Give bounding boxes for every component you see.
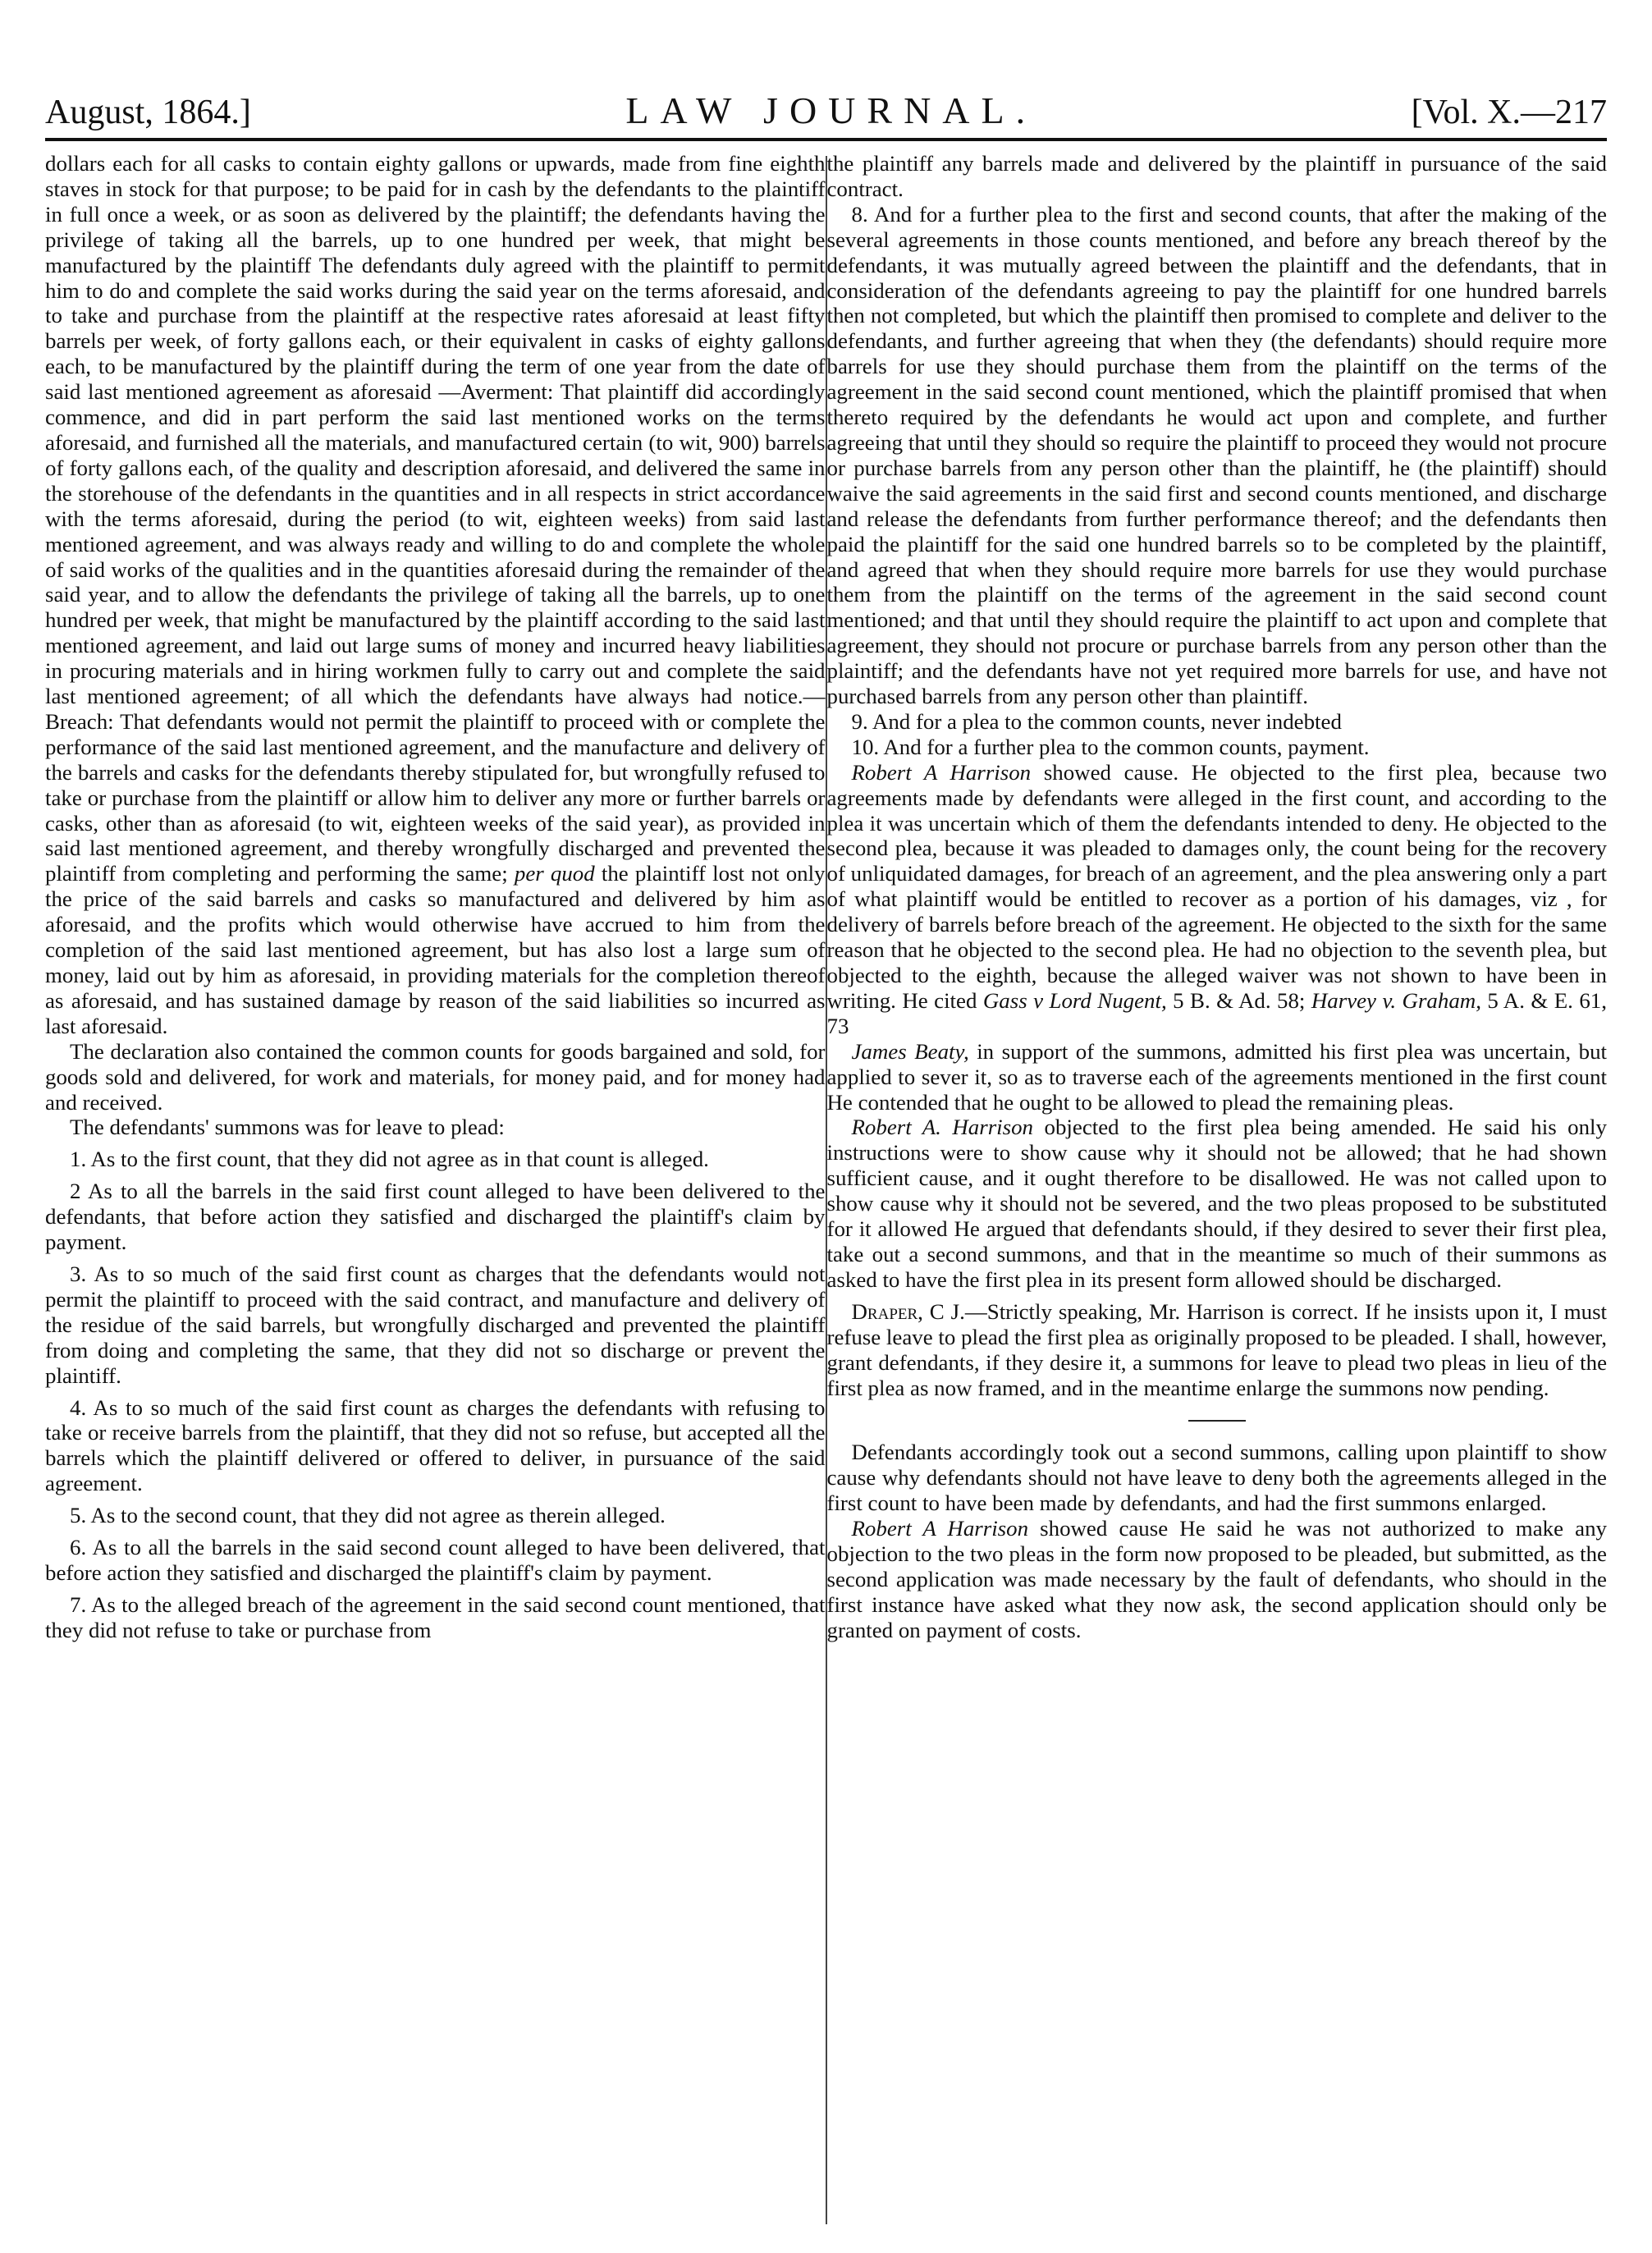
plea-10: 10. And for a further plea to the common counts, payment.	[851, 734, 1370, 759]
paragraph: Defendants accordingly took out a second summons, calling upon plaintiff to show cause why defendants should not have leave to deny both the agreements alleged in the first count to have been made by defendants, and had the first summons enlarged.	[826, 1440, 1607, 1516]
text-columns	[45, 151, 1607, 2224]
plea-7: 7. As to the alleged breach of the agreement in the said second count mentioned, that they did not refuse to take or purchase from	[45, 1591, 826, 1642]
paragraph: Draper, C J.—Strictly speaking, Mr. Harrison is correct. If he insists upon it, I must refuse leave to plead the first plea as originally proposed to be pleaded. I shall, however, grant defendants, if they desire it, a summons for leave to plead two pleas in lieu of the first plea as now framed, and in the meantime enlarge the summons now pending.	[826, 1298, 1608, 1400]
plea-4: 4. As to so much of the said first count as charges the defendants with refusing to take or receive barrels from the plaintiff, that they did not so refuse, but accepted all the barrels which the plaintiff delivered or offered to deliver, in pursuance of the said agreement.	[45, 1394, 826, 1496]
paragraph: Robert A. Harrison objected to the first plea being amended. He said his only instructions were to show cause why it should not be allowed; that he had shown sufficient cause, and it ought therefore to be disallowed. He was not called upon to show cause why it should not be severed, and the two pleas proposed to be substituted for it allowed He argued that defendants should, if they desired to sever their first plea, take out a second summons, and that in the meantime so much of their summons as asked to have the first plea in its present form allowed should be discharged.	[826, 1115, 1607, 1292]
plea-9: 9. And for a plea to the common counts, never indebted	[851, 708, 1342, 734]
paragraph: the plaintiff any barrels made and delivered by the plaintiff in pursuance of the said contract.	[826, 151, 1607, 201]
paragraph: James Beaty, in support of the summons, admitted his first plea was uncertain, but applied to sever it, so as to traverse each of the agreements mentioned in the first count He contended that he ought to be allowed to plead the remaining pleas.	[826, 1038, 1607, 1115]
paragraph: dollars each for all casks to contain eighty gallons or upwards, made from fine eighth staves in stock for that purpose; to be paid for in cash by the defendants to the plaintiff in full once a week, or as soon as delivered by the plaintiff; the defendants having the privilege of taking all the barrels, up to one hundred per week, that might be manufactured by the plaintiff The defendants duly agreed with the plaintiff to permit him to do and complete the said works during the said year on the terms aforesaid, and to take and purchase from the plaintiff at the respective rates aforesaid at least fifty barrels per week, of forty gallons each, or their equivalent in casks of eighty gallons each, to be manufactured by the plaintiff during the term of one year from the date of said last mentioned agreement as aforesaid —Averment: That plaintiff did accordingly commence, and did in part perform the said last mentioned works on the terms aforesaid, and furnished all the materials, and manufactured certain (to wit, 900) barrels of forty gallons each, of the quality and description aforesaid, and delivered the same in the storehouse of the defendants in the quantities and in all respects in strict accordance with the terms aforesaid, during the period (to wit, eighteen weeks) from said last mentioned agreement, and was always ready and willing to do and complete the whole of said works of the qualities and in the quantities aforesaid during the remainder of the said year, and to allow the defendants the privilege of taking all the barrels, up to one hundred per week, that might be manufactured by the plaintiff according to the said last mentioned agreement, and laid out large sums of money and incurred heavy liabilities in procuring materials and in hiring workmen fully to carry out and complete the said last mentioned agreement; of all which the defendants have always had notice.—Breach: That defendants would not permit the plaintiff to proceed with or complete the performance of the said last mentioned agreement, and the manufacture and delivery of the barrels and casks for the defendants thereby stipulated for, but wrongfully refused to take or purchase from the plaintiff or allow him to deliver any more or further barrels or casks, other than as aforesaid (to wit, eighteen weeks of the said year), as provided in said last mentioned agreement, and thereby wrongfully discharged and prevented the plaintiff from completing and performing the same; per quod the plaintiff lost not only the price of the said barrels and casks so manufactured and delivered by him as aforesaid, and the profits which would otherwise have accrued to him from the completion of the said last mentioned agreement, but has also lost a large sum of money, laid out by him as aforesaid, in providing materials for the completion thereof as aforesaid, and has sustained damage by reason of the said liabilities so incurred as last aforesaid.	[45, 151, 826, 1038]
paragraph: The declaration also contained the common counts for goods bargained and sold, for goods sold and delivered, for work and materials, for money paid, and for money had and received.	[45, 1038, 826, 1115]
plea-6: 6. As to all the barrels in the said second count alleged to have been delivered, that before action they satisfied and discharged the plaintiff's claim by payment.	[45, 1535, 826, 1585]
paragraph: The defendants' summons was for leave to plead:	[70, 1115, 505, 1140]
plea-1: 1. As to the first count, that they did not agree as in that count is alleged.	[70, 1147, 709, 1172]
section-separator	[1188, 1420, 1246, 1422]
issue-date: August, 1864.]	[45, 94, 251, 131]
paragraph: Robert A Harrison showed cause. He objected to the first plea, because two agreements made by defendants were alleged in the first count, and according to the plea it was uncertain which of them the defendants intended to deny. He objected to the second plea, because it was pleaded to damages only, the count being for the recovery of unliquidated damages, for breach of an agreement, and the plea answering only a part of what plaintiff would be entitled to recover as a portion of his damages, viz , for delivery of barrels before breach of the agreement. He objected to the sixth for the same reason that he objected to the second plea. He had no objection to the seventh plea, but objected to the eighth, because the alleged waiver was not shown to have been in writing. He cited Gass v Lord Nugent, 5 B. & Ad. 58; Harvey v. Graham, 5 A. & E. 61, 73	[826, 759, 1607, 1038]
running-header	[45, 89, 1607, 141]
left-column	[45, 151, 826, 2224]
volume-page-number: [Vol. X.—217	[1411, 94, 1607, 131]
paragraph: Robert A Harrison showed cause He said he was not authorized to make any objection to the two pleas in the form now proposed to be pleaded, but submitted, as the second application was made necessary by the fault of defendants, who should in the first instance have asked what they now ask, the second application should only be granted on payment of costs.	[826, 1516, 1607, 1642]
plea-8: 8. And for a further plea to the first and second counts, that after the making of the several agreements in those counts mentioned, and before any breach thereof by the defendants, it was mutually agreed between the plaintiff and the defendants, that in consideration of the defendants agreeing to pay the plaintiff for one hundred barrels then not completed, but which the plaintiff then promised to complete and deliver to the defendants, and further agreeing that when they (the defendants) should require more barrels for use they should purchase them from the plaintiff on the terms of the agreement in the said second count mentioned, which the plaintiff promised that when thereto required by the defendants he would act upon and complete, and further agreeing that until they should so require the plaintiff to proceed they would not procure or purchase barrels from any person other than the plaintiff, he (the plaintiff) should waive the said agreements in the said first and second counts mentioned, and discharge and release the defendants from further performance thereof; and the defendants then paid the plaintiff for the said one hundred barrels so to be completed by the plaintiff, and agreed that when they should require more barrels for use they would purchase them from the plaintiff on the terms of the agreement in the said second count mentioned; and that until they should require the plaintiff to act upon and complete that agreement, they should not procure or purchase barrels from any person other than the plaintiff; and the defendants have not yet required more barrels for use, and have not purchased barrels from any person other than plaintiff.	[826, 201, 1607, 709]
right-column	[827, 151, 1608, 2224]
plea-3: 3. As to so much of the said first count as charges that the defendants would not permit the plaintiff to proceed with the said contract, and manufacture and delivery of the residue of the said barrels, but wrongfully discharged and prevented the plaintiff from doing and completing the same, that they did not so discharge or prevent the plaintiff.	[45, 1261, 826, 1388]
plea-2: 2 As to all the barrels in the said first count alleged to have been delivered to the defendants, that before action they satisfied and discharged the plaintiff's claim by payment.	[45, 1179, 826, 1255]
plea-5: 5. As to the second count, that they did not agree as therein alleged.	[70, 1503, 666, 1528]
journal-title: LAW JOURNAL.	[625, 89, 1037, 131]
